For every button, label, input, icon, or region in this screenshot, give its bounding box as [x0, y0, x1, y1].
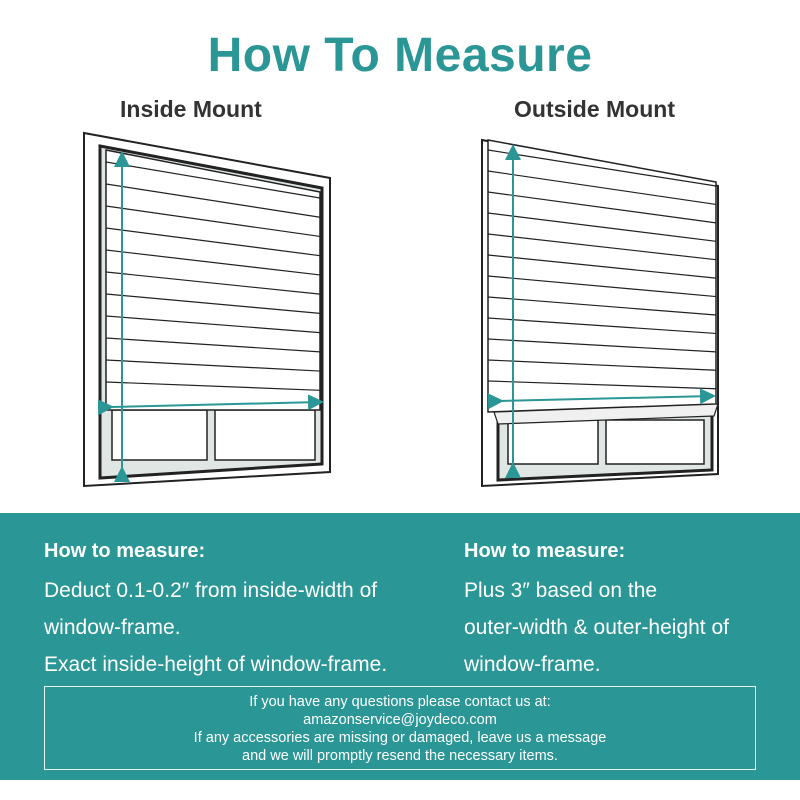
- line: window-frame.: [44, 616, 181, 639]
- line: Plus 3″ based on the: [464, 579, 658, 602]
- inside-mount-window: [84, 133, 330, 486]
- outside-instructions: [464, 533, 729, 683]
- line: Deduct 0.1-0.2″ from inside-width of: [44, 579, 378, 602]
- line: Exact inside-height of window-frame.: [44, 653, 388, 676]
- outside-mount-label: Outside Mount: [514, 96, 675, 122]
- contact-line: If any accessories are missing or damaged, leave us a message: [193, 730, 607, 746]
- line: outer-width & outer-height of: [464, 616, 729, 639]
- contact-line: and we will promptly resend the necessary items.: [242, 748, 558, 764]
- contact-line: If you have any questions please contact us at:: [249, 694, 551, 710]
- instructions-panel: [0, 513, 800, 780]
- inside-instructions: [44, 533, 387, 683]
- outside-mount-window: [482, 140, 718, 486]
- contact-box: [44, 686, 756, 770]
- page-title: How To Measure: [207, 29, 593, 82]
- line: window-frame.: [464, 653, 601, 676]
- inside-mount-label: Inside Mount: [120, 96, 262, 122]
- heading: How to measure:: [44, 540, 206, 562]
- heading: How to measure:: [464, 540, 626, 562]
- contact-email: amazonservice@joydeco.com: [303, 712, 497, 728]
